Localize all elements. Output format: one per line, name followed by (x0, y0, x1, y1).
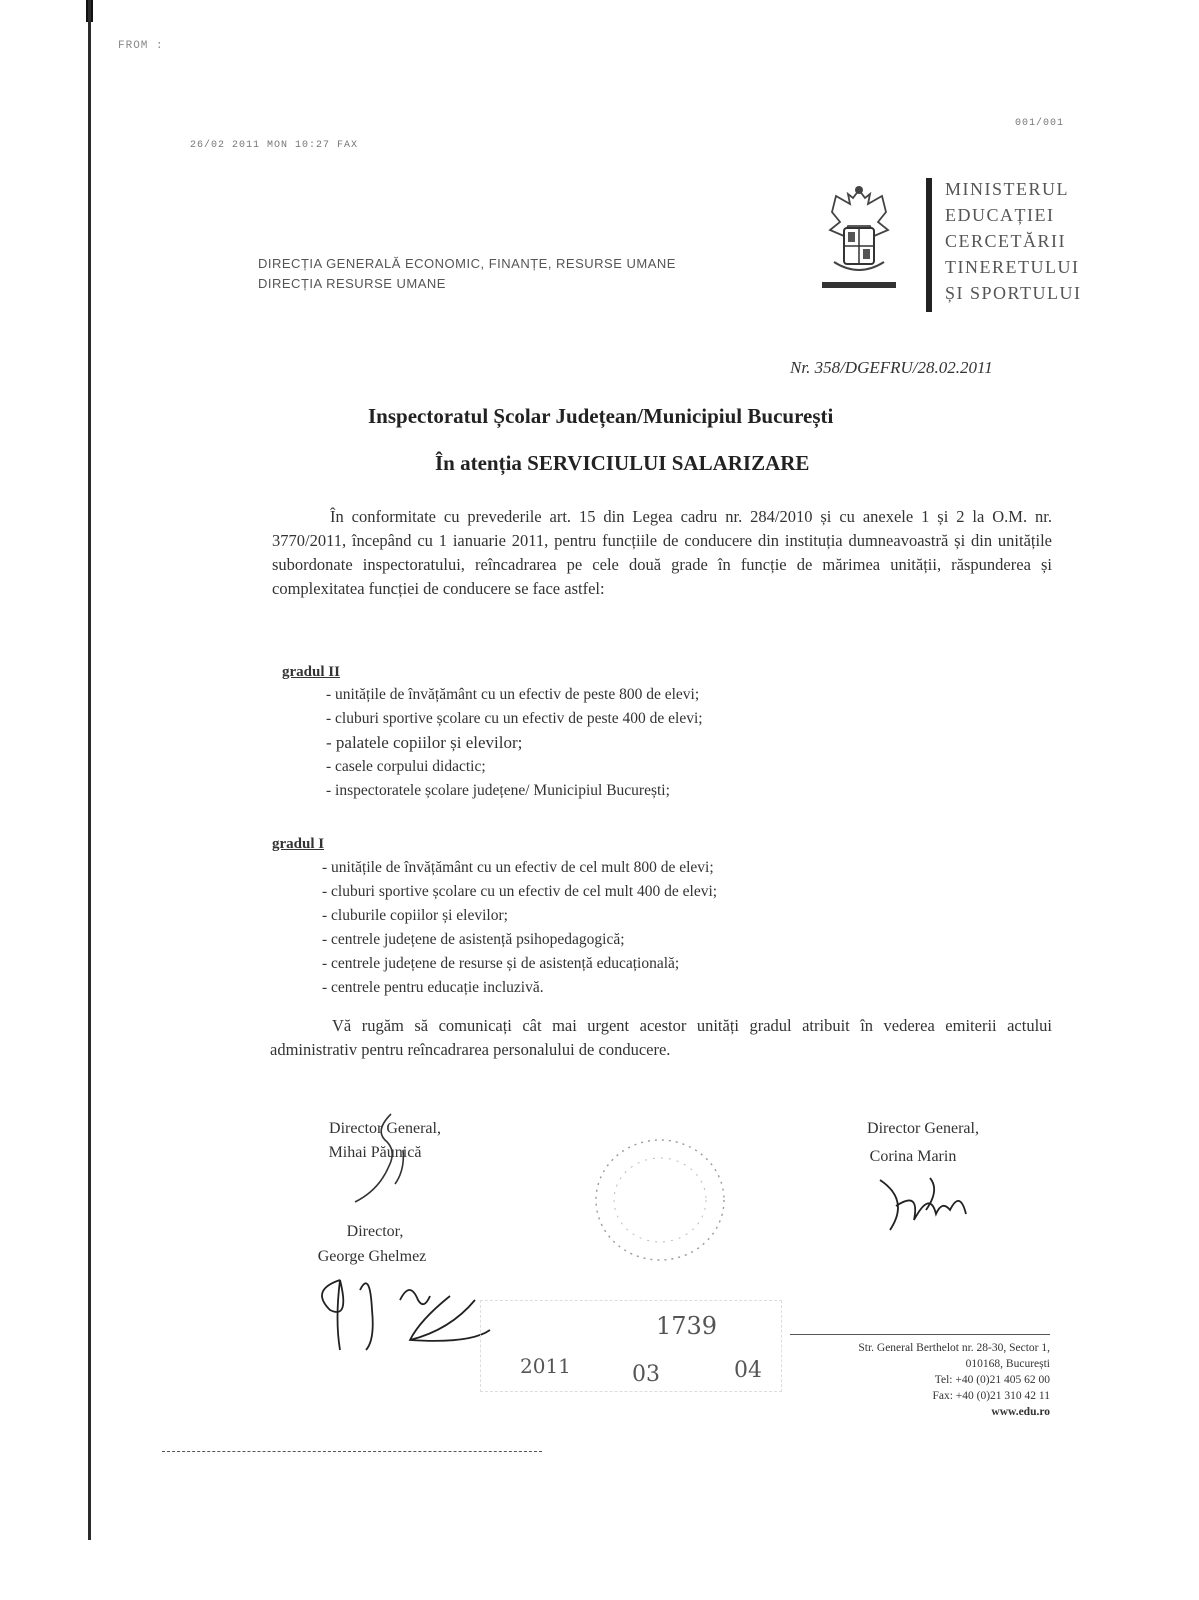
ministry-line-1: MINISTERUL (945, 179, 1069, 199)
fax-transmission-line: 26/02 2011 MON 10:27 FAX (190, 140, 359, 151)
address-city: 010168, București (965, 1358, 1050, 1370)
recipient-attention: În atenția SERVICIULUI SALARIZARE (435, 451, 810, 475)
closing-paragraph: Vă rugăm să comunicați cât mai urgent acestor unități gradul atribuit în vederea emiterii actului administrativ pentru reîncadrarea personalului de conducere. (270, 1016, 1052, 1059)
intro-paragraph: În conformitate cu prevederile art. 15 din Legea cadru nr. 284/2010 și cu anexele 1 și 2 la O.M. nr. 3770/2011, începând cu 1 ianuarie 2011, pentru funcțiile de conducere din instituția dumneavoastră și din unitățile subordonate inspectoratului, reîncadrarea pe cele două grade în funcție de mărimea unității, răspunderea și complexitatea funcției de conducere se face astfel: (272, 507, 1052, 598)
right-signatory-name: Corina Marin (869, 1148, 957, 1165)
address-divider (790, 1334, 1050, 1335)
address-block (790, 1340, 1050, 1420)
list-item: - centrele pentru educație incluzivă. (322, 979, 544, 996)
left-signatory-title: Director General, (329, 1120, 441, 1137)
left-handwritten-signature (345, 1110, 425, 1210)
registration-number: Nr. 358/DGEFRU/28.02.2011 (790, 358, 993, 377)
list-item: - cluburi sportive școlare cu un efectiv de cel mult 400 de elevi; (322, 883, 718, 900)
ministry-line-5: ȘI SPORTULUI (945, 283, 1082, 303)
grade-2-list (326, 683, 703, 803)
registry-number: 1739 (656, 1312, 718, 1340)
list-item: - centrele județene de asistență psihopedagogică; (322, 931, 625, 948)
ministry-line-3: CERCETĂRII (945, 231, 1066, 251)
address-phone: Tel: +40 (0)21 405 62 00 (934, 1374, 1050, 1386)
official-seal-stamp (585, 1130, 735, 1270)
grade-1-list (322, 856, 717, 1000)
address-street: Str. General Berthelot nr. 28-30, Sector 1, (858, 1342, 1050, 1354)
scan-left-edge (88, 0, 91, 1540)
bottom-signatory-title: Director, (346, 1223, 404, 1240)
registry-year: 2011 (520, 1354, 571, 1378)
bottom-signatory-name: George Ghelmez (317, 1248, 427, 1265)
list-item: - unitățile de învățământ cu un efectiv de peste 800 de elevi; (326, 686, 700, 703)
fax-page-number: 001/001 (1015, 118, 1065, 129)
list-item: - centrele județene de resurse și de asistență educațională; (322, 955, 680, 972)
coat-of-arms-emblem (820, 182, 898, 292)
list-item: - palatele copiilor și elevilor; (326, 733, 523, 752)
right-handwritten-signature (870, 1170, 980, 1240)
list-item: - unitățile de învățământ cu un efectiv de cel mult 800 de elevi; (322, 859, 714, 876)
list-item: - cluburi sportive școlare cu un efectiv de peste 400 de elevi; (326, 710, 703, 727)
grade-2-heading: gradul II (282, 664, 340, 680)
list-item: - inspectoratele școlare județene/ Municipiul București; (326, 782, 670, 799)
ministry-name (945, 176, 1081, 306)
left-signatory-name: Mihai Păunică (328, 1144, 422, 1161)
ministry-line-4: TINERETULUI (945, 257, 1080, 277)
ministry-divider (926, 178, 932, 312)
recipient-institution: Inspectoratul Școlar Județean/Municipiul București (368, 404, 834, 428)
fax-from-label: FROM : (118, 40, 164, 52)
dept-general-direction: DIRECȚIA GENERALĂ ECONOMIC, FINANȚE, RESURSE UMANE (258, 256, 676, 271)
registry-day: 04 (734, 1358, 762, 1383)
list-item: - casele corpului didactic; (326, 758, 486, 775)
ministry-line-2: EDUCAȚIEI (945, 205, 1055, 225)
address-fax: Fax: +40 (0)21 310 42 11 (932, 1390, 1050, 1402)
address-website: www.edu.ro (991, 1406, 1050, 1418)
grade-1-heading: gradul I (272, 836, 325, 852)
registry-month: 03 (632, 1362, 660, 1387)
list-item: - cluburile copiilor și elevilor; (322, 907, 508, 924)
footer-divider (162, 1451, 542, 1452)
right-signatory-title: Director General, (867, 1120, 979, 1137)
dept-hr-direction: DIRECȚIA RESURSE UMANE (258, 276, 446, 291)
